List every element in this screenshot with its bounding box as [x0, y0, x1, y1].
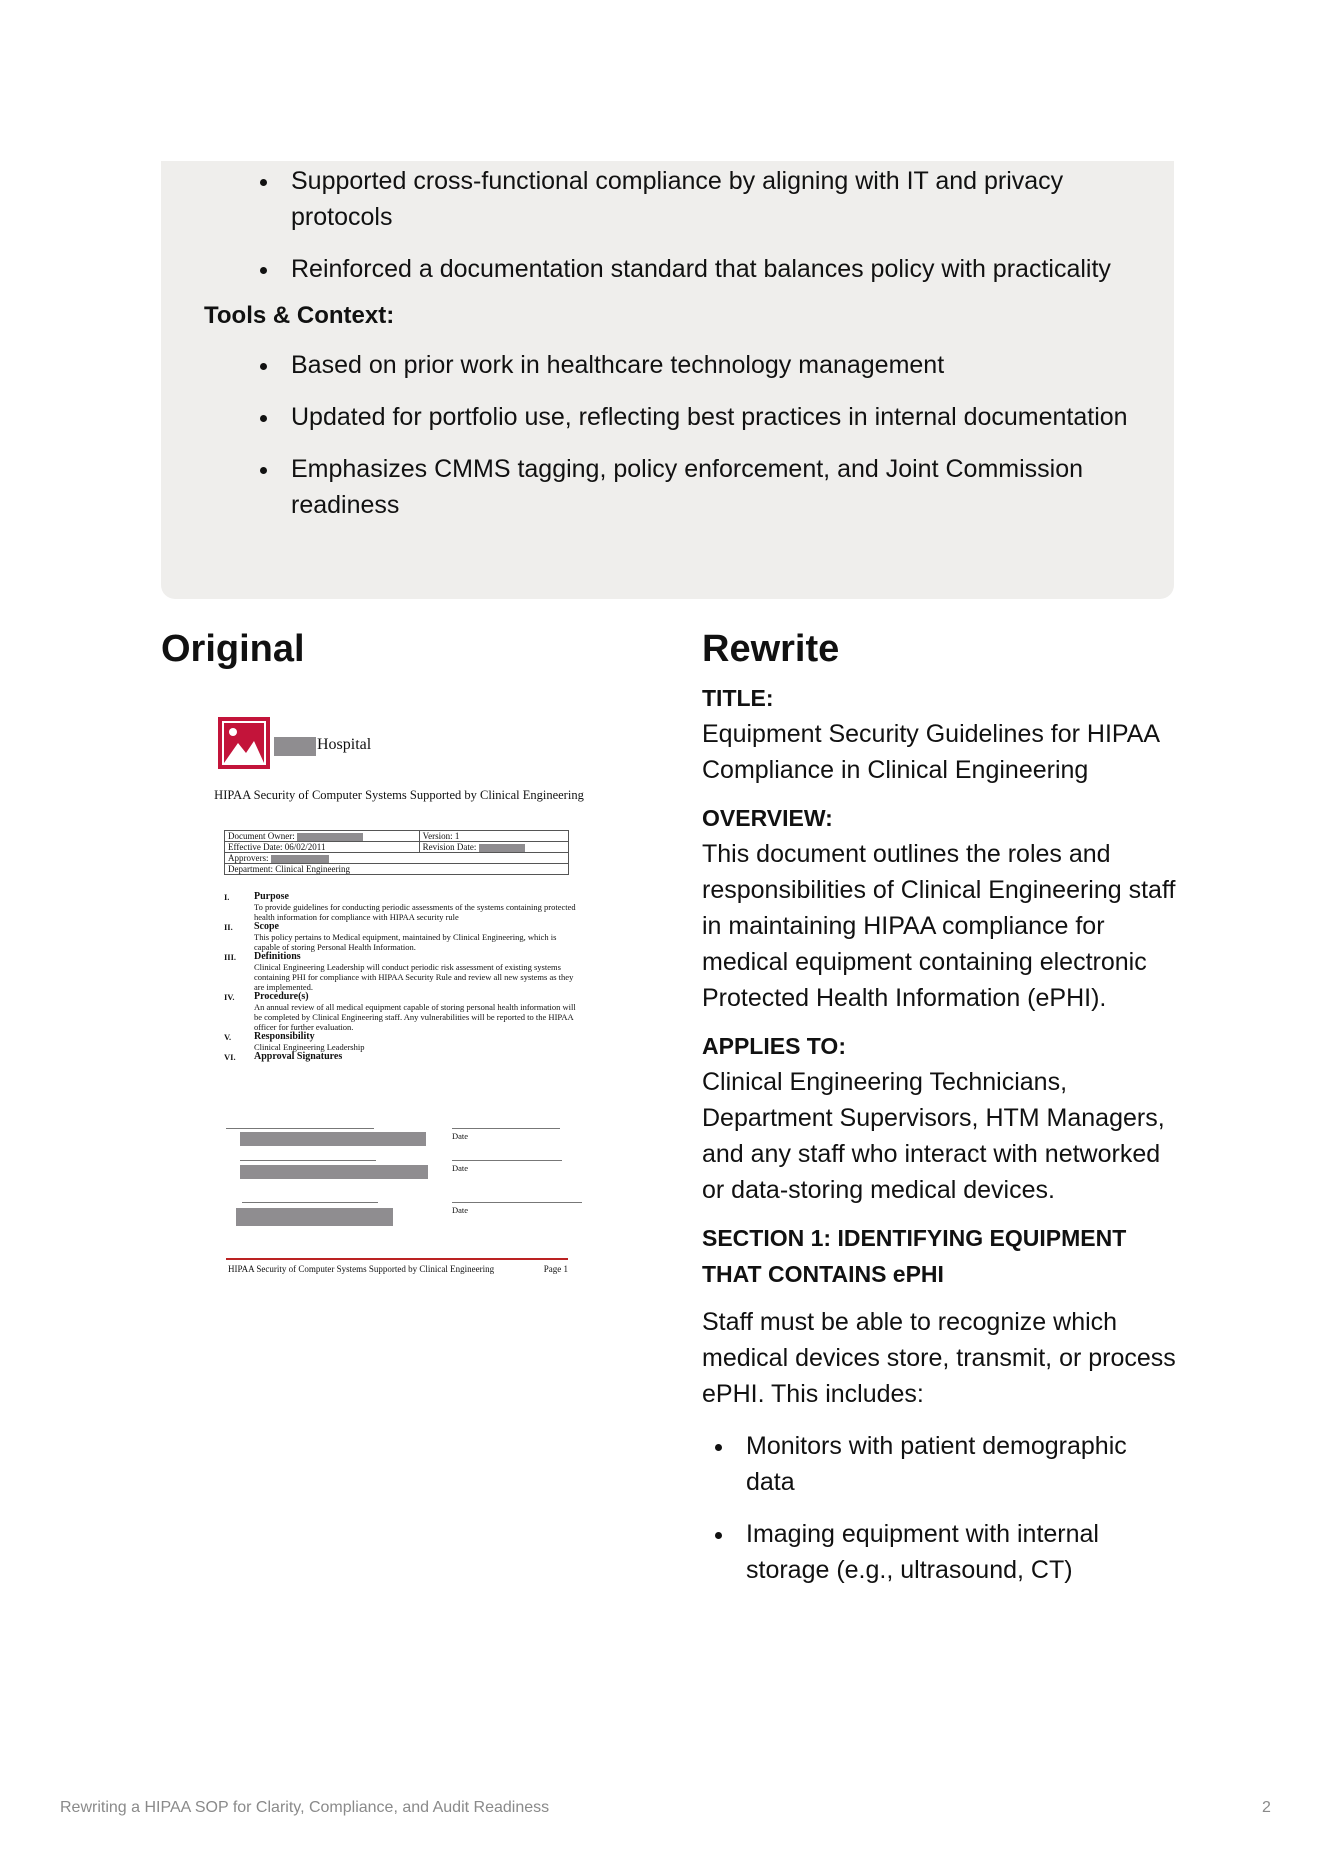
- section1-bullets: [702, 1428, 1182, 1588]
- list-item: Updated for portfolio use, reflecting best practices in internal documentation: [247, 399, 1147, 435]
- scan-footer-rule: [226, 1258, 568, 1260]
- scan-title: HIPAA Security of Computer Systems Supported by Clinical Engineering: [214, 788, 584, 802]
- list-item: Monitors with patient demographic data: [702, 1428, 1182, 1500]
- redaction-bar: [479, 844, 525, 852]
- list-item: Imaging equipment with internal storage (e.g., ultrasound, CT): [702, 1516, 1182, 1588]
- date-label: Date: [452, 1131, 469, 1141]
- summary-callout: [161, 161, 1174, 599]
- date-line: [452, 1128, 560, 1129]
- redaction-bar: [274, 737, 316, 756]
- date-line: [452, 1160, 562, 1161]
- table-cell: Revision Date:: [419, 842, 568, 853]
- section1-label: SECTION 1: IDENTIFYING EQUIPMENT THAT CONTAINS ePHI: [702, 1225, 1127, 1287]
- hospital-name: Hospital: [317, 736, 372, 753]
- scan-footer: [228, 1264, 568, 1274]
- hospital-logo-icon: [218, 717, 270, 769]
- callout-bullets-top: [247, 163, 1147, 287]
- overview-text: This document outlines the roles and responsibilities of Clinical Engineering staff in maintaining HIPAA compliance for medical equipment containing electronic Protected Health Information (ePHI).: [702, 840, 1176, 1012]
- tools-heading: Tools & Context:: [204, 302, 395, 329]
- rewrite-content: [702, 680, 1182, 1604]
- signature-line: [226, 1128, 374, 1129]
- date-label: Date: [452, 1205, 469, 1215]
- applies-label: APPLIES TO:: [702, 1033, 846, 1059]
- table-cell: Document Owner:: [225, 831, 420, 842]
- overview-label: OVERVIEW:: [702, 805, 833, 831]
- page-footer-title: Rewriting a HIPAA SOP for Clarity, Compliance, and Audit Readiness: [60, 1799, 550, 1816]
- redaction-bar: [240, 1132, 426, 1146]
- list-item: Based on prior work in healthcare technology management: [247, 347, 1147, 383]
- redaction-bar: [271, 855, 329, 863]
- table-cell: Approvers:: [225, 853, 569, 864]
- redaction-bar: [240, 1165, 428, 1179]
- table-cell: Department: Clinical Engineering: [225, 864, 569, 875]
- callout-bullets-tools: [247, 347, 1147, 523]
- scan-footer-page: Page 1: [543, 1264, 568, 1274]
- title-text: Equipment Security Guidelines for HIPAA Compliance in Clinical Engineering: [702, 720, 1159, 784]
- scan-sections: I. Purpose To provide guidelines for conducting periodic assessments of the systems containing protected health information for compliance with HIPAA security rule II. Scope This policy pertains to Medical equipment, maintained by Clinical Engineering, which is capable of storing Personal Health Information. III. Definitions Clinical Engineering Leadership will conduct periodic risk assessment of existing systems containing PHI for compliance with HIPAA Security Rule and review all new systems as they are implemented. IV. Procedure(s) An annual review of all medical equipment capable of storing personal health information will be completed by Clinical Engineering staff. Any vulnerabilities will be reported to the HIPAA officer for further evaluation. V. Responsibility Clinical Engineering Leadership VI. Approval Signatures: [224, 891, 576, 1062]
- redaction-bar: [236, 1208, 393, 1226]
- scan-footer-title: HIPAA Security of Computer Systems Supported by Clinical Engineering: [228, 1264, 495, 1274]
- date-line: [452, 1202, 582, 1203]
- table-cell: Version: 1: [419, 831, 568, 842]
- signature-line: [240, 1160, 376, 1161]
- list-item: Supported cross-functional compliance by aligning with IT and privacy protocols: [247, 163, 1147, 235]
- signature-line: [242, 1202, 378, 1203]
- table-cell: Effective Date: 06/02/2011: [225, 842, 420, 853]
- rewrite-heading: Rewrite: [702, 628, 840, 670]
- page-number: 2: [1262, 1799, 1271, 1816]
- callout-content: [204, 163, 1147, 539]
- applies-text: Clinical Engineering Technicians, Department Supervisors, HTM Managers, and any staff who interact with networked or data-storing medical devices.: [702, 1068, 1165, 1204]
- scan-info-table: [224, 830, 569, 875]
- original-document-scan: [214, 710, 594, 1280]
- section1-text: Staff must be able to recognize which medical devices store, transmit, or process ePHI. This includes:: [702, 1308, 1176, 1408]
- date-label: Date: [452, 1163, 469, 1173]
- list-item: Reinforced a documentation standard that balances policy with practicality: [247, 251, 1147, 287]
- original-heading: Original: [161, 628, 305, 670]
- redaction-bar: [297, 833, 363, 841]
- list-item: Emphasizes CMMS tagging, policy enforcement, and Joint Commission readiness: [247, 451, 1147, 523]
- title-label: TITLE:: [702, 685, 774, 711]
